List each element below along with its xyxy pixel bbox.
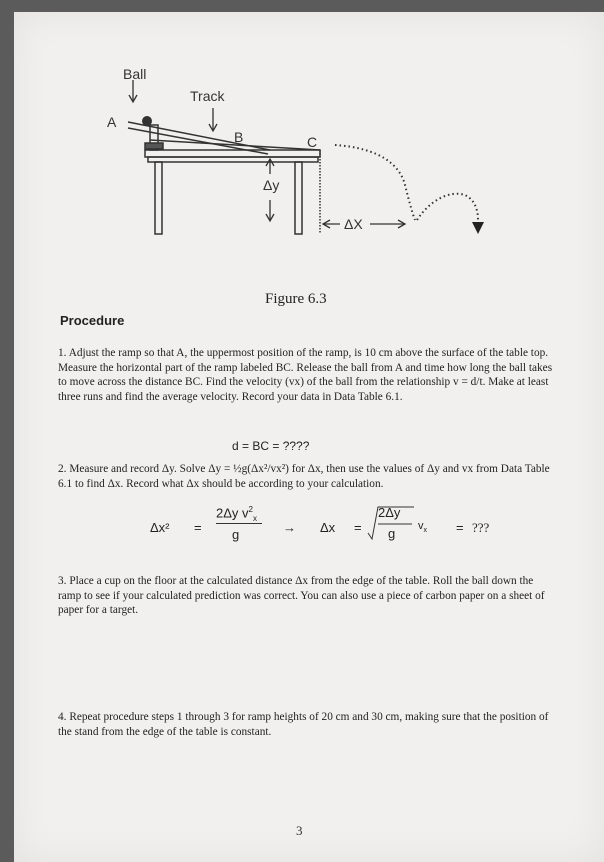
formula-eq2: = — [354, 520, 362, 535]
step-2 — [58, 462, 556, 491]
step-number: 3. — [58, 575, 67, 587]
step-text: Repeat procedure steps 1 through 3 for ramp heights of 20 cm and 30 cm, making sure that the position of the stand from the edge of the table is constant. — [58, 711, 549, 738]
formula-num2: 2Δy — [378, 505, 401, 520]
label-dy: Δy — [263, 177, 280, 193]
formula-lhs2: Δx — [320, 520, 336, 535]
formula-eq1: = — [194, 520, 202, 535]
formula-eq3: = — [456, 520, 464, 535]
track-arrow-icon — [209, 108, 217, 131]
formula-arrow: → — [283, 520, 296, 535]
trajectory-path — [335, 145, 415, 220]
label-c: C — [307, 134, 318, 150]
figure-diagram — [0, 0, 604, 300]
landing-arrow-icon — [472, 222, 484, 234]
page-number: 3 — [296, 823, 303, 838]
label-track: Track — [190, 88, 225, 104]
label-ball: Ball — [123, 66, 147, 82]
table — [145, 150, 320, 234]
step-text: Adjust the ramp so that A, the uppermost position of the ramp, is 10 cm above the surface of the table top. Measure the horizontal part of the ramp labeled BC. Release the ball from A and time how long the ball takes to move across the distance BC. Find the velocity (vx) of the ball from the relationship v = d/t. Make at least three runs and find the average velocity. Record your data in Data Table 6.1. — [58, 347, 553, 403]
step-number: 1. — [58, 347, 67, 359]
formula-num1: 2Δy $v^2_x$ — [216, 505, 257, 523]
annotation-d: d = BC = ???? — [232, 439, 310, 453]
step-number: 4. — [58, 711, 67, 723]
label-b: B — [234, 129, 244, 145]
figure-caption: Figure 6.3 — [265, 291, 327, 307]
label-dx: ΔX — [344, 216, 363, 232]
formula-den1: g — [232, 527, 240, 542]
formula-mult: $v_x$ — [418, 520, 427, 535]
formula-lhs: Δx² — [150, 520, 170, 535]
step-text: Place a cup on the floor at the calculated distance Δx from the edge of the table. Roll the ball down the ramp to see if your calculated prediction was correct. You can also use a piece of carbon paper on a sheet of paper for a target. — [58, 575, 545, 616]
ball-arrow-icon — [129, 80, 137, 102]
label-a: A — [107, 114, 117, 130]
procedure-heading: Procedure — [60, 313, 125, 328]
dx-arrow — [323, 220, 405, 228]
step-number: 2. — [58, 463, 67, 475]
step-3 — [58, 574, 556, 618]
bounce-path — [417, 194, 478, 220]
step-1 — [58, 346, 556, 404]
step-text: Measure and record Δy. Solve Δy = ½g(Δx²/vx²) for Δx, then use the values of Δy and vx from Data Table 6.1 to find Δx. Record what Δx should be according to your calculation. — [58, 463, 550, 490]
fraction-bar-1 — [216, 523, 262, 524]
step-4 — [58, 710, 556, 739]
formula-den2: g — [388, 526, 396, 541]
formula-result: ??? — [472, 520, 490, 535]
